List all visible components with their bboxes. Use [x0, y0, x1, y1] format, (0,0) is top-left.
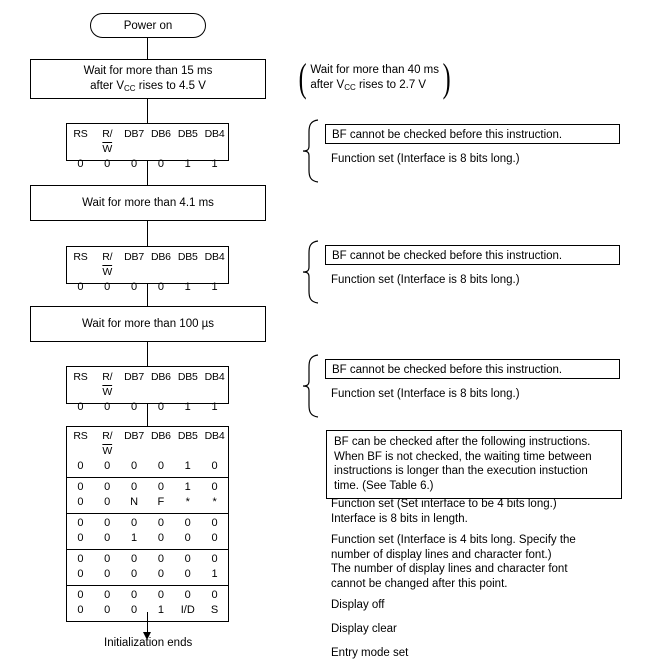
bit-header-db5: DB5	[177, 128, 198, 140]
final-boxed-line-3: instructions is longer than the execution instuction	[334, 465, 588, 477]
bit-header-rw: R/ $\overline{W}$	[102, 371, 113, 398]
bit-value: 0	[157, 481, 164, 493]
bit-value: 0	[211, 589, 218, 601]
bit-header-db6: DB6	[151, 128, 171, 140]
bit-header-rs: RS	[73, 251, 88, 263]
wait-15ms-line2-pre: after V	[90, 80, 124, 92]
bit-value: 0	[104, 481, 111, 493]
final-para-2-line-4: cannot be changed after this point.	[331, 577, 508, 590]
bit-value: 0	[157, 460, 164, 472]
final-annotation-paragraph-2	[331, 533, 576, 591]
bit-value: 1	[211, 281, 218, 293]
bit-value: 0	[211, 517, 218, 529]
bit-value: 0	[157, 532, 164, 544]
instruction-2-header	[67, 250, 228, 280]
bit-header-db6: DB6	[151, 251, 171, 263]
bit-value: 0	[184, 589, 191, 601]
voltage-note-line2-pre: after V	[310, 79, 345, 91]
wait-15ms-vcc-sub: CC	[124, 84, 136, 93]
annotation-3-boxed-note	[325, 359, 620, 379]
bit-header-rw: R/ $\overline{W}$	[102, 430, 113, 457]
wait-15ms-line2	[90, 79, 206, 94]
final-para-1-line-2: Interface is 8 bits in length.	[331, 512, 468, 525]
annotation-2-boxed-text: BF cannot be checked before this instruction.	[332, 250, 563, 262]
bit-value: 0	[77, 589, 84, 601]
bit-header-rs: RS	[73, 128, 88, 140]
bit-header-db5: DB5	[177, 371, 198, 383]
annotation-1-boxed-note	[325, 124, 620, 144]
final-table-header	[67, 429, 228, 459]
instruction-3-header	[67, 370, 228, 400]
bit-value: 1	[184, 281, 191, 293]
bit-header-rw: R/ $\overline{W}$	[102, 251, 113, 278]
connector-table-to-end	[147, 612, 148, 634]
table-row	[67, 516, 228, 531]
bit-value: 0	[77, 401, 84, 413]
table-row	[67, 459, 228, 474]
bit-value: 0	[104, 496, 111, 508]
bit-header-db4: DB4	[204, 251, 225, 263]
annotation-1-boxed-text: BF cannot be checked before this instruction.	[332, 129, 563, 141]
bit-value: 1	[184, 158, 191, 170]
bit-value: 0	[184, 553, 191, 565]
table-row	[67, 480, 228, 495]
wait-100us-box	[30, 306, 266, 342]
voltage-note-line2-post: rises to 2.7 V	[355, 79, 427, 91]
bit-value: 0	[157, 281, 164, 293]
bit-header-db5: DB5	[177, 251, 198, 263]
wait-100us-line1: Wait for more than 100 µs	[81, 317, 215, 330]
final-para-2-line-1: Function set (Interface is 4 bits long. Specify the	[331, 534, 576, 546]
bit-value: 0	[131, 553, 138, 565]
bit-value: 0	[77, 517, 84, 529]
table-row	[67, 552, 228, 567]
final-annotation-boxed-note	[326, 430, 622, 499]
bit-value: 0	[131, 517, 138, 529]
bit-value: 0	[104, 553, 111, 565]
bit-value: 0	[104, 568, 111, 580]
instruction-box-1	[66, 123, 229, 170]
bit-value: 0	[131, 281, 138, 293]
bit-value: 0	[104, 517, 111, 529]
table-group	[67, 550, 228, 586]
bit-value: 0	[211, 532, 218, 544]
bit-header-db7: DB7	[124, 371, 144, 383]
bit-value: 0	[131, 158, 138, 170]
annotation-3-brace	[300, 353, 322, 419]
bit-value: 0	[157, 158, 164, 170]
bit-value: 0	[77, 553, 84, 565]
bit-value: 1	[157, 604, 164, 616]
connector-wait1-to-instr1	[147, 99, 148, 123]
bit-value: 0	[77, 281, 84, 293]
bit-value: 0	[157, 568, 164, 580]
bit-value: 0	[211, 481, 218, 493]
bit-value: 0	[184, 517, 191, 529]
bit-header-rs: RS	[73, 430, 88, 442]
annotation-3-text: Function set (Interface is 8 bits long.)	[331, 388, 520, 400]
bit-value: 0	[131, 589, 138, 601]
voltage-note-line2	[310, 78, 439, 93]
bit-header-db6: DB6	[151, 371, 171, 383]
left-parenthesis: (	[298, 55, 307, 100]
table-group	[67, 514, 228, 550]
bit-value: 0	[157, 517, 164, 529]
bit-value: *	[212, 496, 217, 508]
bit-header-db5: DB5	[177, 430, 198, 442]
bit-value: 0	[104, 604, 111, 616]
bit-value: *	[185, 496, 190, 508]
bit-value: 1	[184, 481, 191, 493]
table-row	[67, 531, 228, 546]
voltage-alternative-note	[296, 55, 453, 100]
bit-header-db7: DB7	[124, 430, 144, 442]
connector-wait2-to-instr2	[147, 221, 148, 246]
bit-header-db7: DB7	[124, 251, 144, 263]
connector-power-to-wait1	[147, 38, 148, 59]
final-annotation-paragraph-1	[331, 497, 557, 526]
bit-value: 0	[104, 281, 111, 293]
final-para-1-line-1: Function set (Set interface to be 4 bits long.)	[331, 498, 557, 510]
bit-value: 0	[131, 568, 138, 580]
bit-value: 0	[157, 589, 164, 601]
bit-value: N	[130, 496, 139, 508]
bit-value: 1	[211, 158, 218, 170]
initialization-ends-label: Initialization ends	[104, 637, 193, 649]
power-on-terminator	[90, 13, 206, 38]
final-instruction-table	[66, 426, 229, 622]
table-row	[67, 588, 228, 603]
bit-value: 0	[104, 589, 111, 601]
bit-value: 0	[131, 460, 138, 472]
bit-value: 0	[131, 401, 138, 413]
bit-value: 0	[157, 401, 164, 413]
bit-value: 0	[77, 496, 84, 508]
bit-header-rw: R/ $\overline{W}$	[102, 128, 113, 155]
connector-instr2-to-wait3	[147, 284, 148, 306]
table-group	[67, 478, 228, 514]
bit-header-db4: DB4	[204, 430, 225, 442]
bit-value: 0	[77, 158, 84, 170]
final-para-2-line-2: number of display lines and character font.)	[331, 548, 552, 561]
instruction-box-2	[66, 246, 229, 293]
power-on-label: Power on	[123, 19, 173, 32]
bit-value: S	[210, 604, 219, 616]
table-group	[67, 427, 228, 478]
instruction-1-header	[67, 127, 228, 157]
bit-value: 0	[104, 460, 111, 472]
final-boxed-line-2: When BF is not checked, the waiting time between	[334, 450, 592, 463]
bit-value: 1	[131, 532, 138, 544]
connector-instr3-to-final-table	[147, 404, 148, 426]
final-boxed-line-4: time. (See Table 6.)	[334, 479, 434, 492]
bit-value: 0	[104, 158, 111, 170]
bit-value: 0	[157, 553, 164, 565]
annotation-3-boxed-text: BF cannot be checked before this instruction.	[332, 364, 563, 376]
connector-wait3-to-instr3	[147, 342, 148, 366]
bit-value: 0	[131, 481, 138, 493]
bit-value: 0	[104, 532, 111, 544]
bit-value: 0	[184, 532, 191, 544]
voltage-note-line1: Wait for more than 40 ms	[310, 64, 440, 76]
annotation-2-brace	[300, 239, 322, 305]
final-boxed-line-1: BF can be checked after the following instructions.	[334, 436, 591, 448]
bit-header-rs: RS	[73, 371, 88, 383]
bit-value: 0	[77, 532, 84, 544]
instruction-box-3	[66, 366, 229, 413]
bit-value: 1	[184, 460, 191, 472]
bit-header-db4: DB4	[204, 128, 225, 140]
annotation-1-brace	[300, 118, 322, 184]
bit-value: F	[157, 496, 165, 508]
annotation-2-boxed-note	[325, 245, 620, 265]
bit-value: 1	[211, 568, 218, 580]
bit-value: 0	[211, 460, 218, 472]
final-para-2-line-3: The number of display lines and character font	[331, 563, 568, 575]
bit-value: 0	[104, 401, 111, 413]
bit-header-db7: DB7	[124, 128, 144, 140]
bit-value: 0	[77, 460, 84, 472]
bit-value: 0	[77, 481, 84, 493]
final-annotation-paragraph-4: Display clear	[331, 623, 397, 635]
bit-value: 1	[184, 401, 191, 413]
table-row	[67, 567, 228, 582]
bit-value: 0	[77, 568, 84, 580]
bit-value: 0	[211, 553, 218, 565]
final-annotation-paragraph-5: Entry mode set	[331, 647, 409, 659]
wait-15ms-line1: Wait for more than 15 ms	[83, 65, 213, 77]
connector-instr1-to-wait2	[147, 161, 148, 185]
right-parenthesis: )	[442, 55, 451, 100]
bit-value: 1	[211, 401, 218, 413]
annotation-1-text: Function set (Interface is 8 bits long.)	[331, 153, 520, 165]
bit-value: 0	[77, 604, 84, 616]
wait-4p1ms-line1: Wait for more than 4.1 ms	[82, 196, 214, 209]
bit-header-db6: DB6	[151, 430, 171, 442]
annotation-2-text: Function set (Interface is 8 bits long.)	[331, 274, 520, 286]
wait-15ms-box	[30, 59, 266, 99]
wait-15ms-line2-post: rises to 4.5 V	[135, 80, 206, 92]
bit-value: 0	[184, 568, 191, 580]
bit-value: I/D	[180, 604, 195, 616]
bit-value: 0	[131, 604, 138, 616]
voltage-note-vcc-sub: CC	[344, 83, 356, 92]
bit-header-db4: DB4	[204, 371, 225, 383]
final-annotation-paragraph-3: Display off	[331, 599, 385, 611]
table-row	[67, 495, 228, 510]
wait-4p1ms-box	[30, 185, 266, 221]
